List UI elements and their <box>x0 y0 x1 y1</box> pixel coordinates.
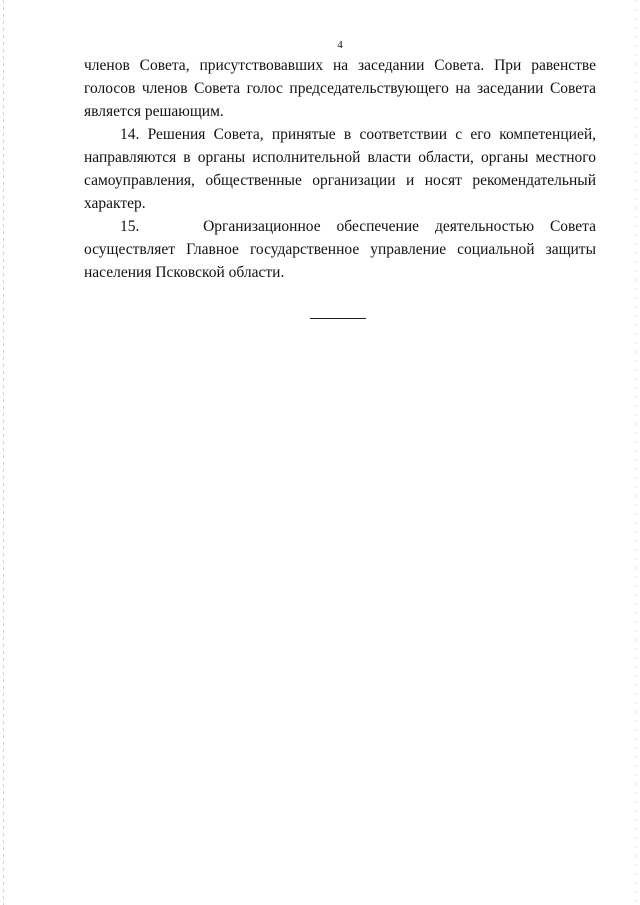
paragraph-continuation: членов Совета, присутствовавших на заседании Совета. При равенстве голосов членов Совета голос председательствующего на заседании Совета является решающим. <box>84 57 596 120</box>
paragraph-item-15-continuation: осуществляет Главное государственное управление социальной защиты населения Псковской области. <box>84 241 596 281</box>
paragraph-item-14: 14. Решения Совета, принятые в соответствии с его компетенцией, направляются в органы исполнительной власти области, органы местного самоуправления, общественные организации и носят рекомендательный характер. <box>84 126 596 212</box>
scan-edge-left <box>3 0 4 905</box>
paragraph-item-15-first-line: 15. Организационное обеспечение деятельностью Совета <box>120 218 596 235</box>
end-of-text-rule <box>310 318 366 319</box>
page-number: 4 <box>337 39 343 51</box>
scan-edge-right <box>635 0 636 905</box>
document-body <box>84 54 596 284</box>
